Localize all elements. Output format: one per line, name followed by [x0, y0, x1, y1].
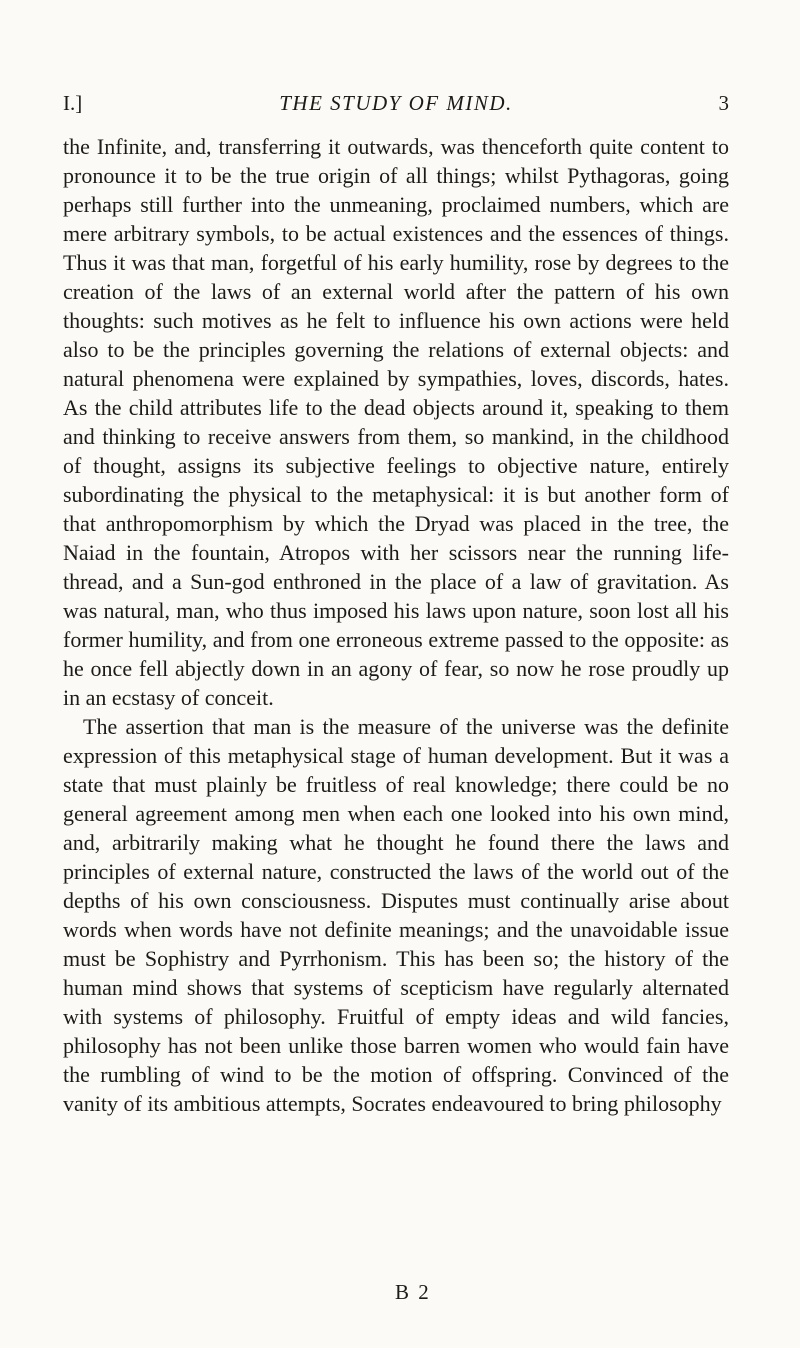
paragraph: The assertion that man is the measure of the universe was the definite expression of this metaphysical stage of human development. But it was a state that must plainly be fruitless of real knowledge; there could be no general agreement among men when each one looked into his own mind, and, arbitrarily making what he thought he found there the laws and principles of external nature, constructed the laws of the world out of the depths of his own consciousness. Disputes must continually arise about words when words have not definite meanings; and the unavoidable issue must be Sophistry and Pyrrhonism. This has been so; the history of the human mind shows that systems of scepticism have regularly alternated with systems of philosophy. Fruitful of empty ideas and wild fancies, philosophy has not been unlike those barren women who would fain have the rumbling of wind to be the motion of offspring. Convinced of the vanity of its ambitious attempts, Socrates endeavoured to bring philosophy — [63, 714, 729, 1116]
body-text — [63, 132, 729, 1118]
page-number: 3 — [718, 91, 729, 115]
running-title: THE STUDY OF MIND. — [279, 91, 513, 115]
running-head — [63, 88, 729, 118]
chapter-marker: I.] — [63, 91, 83, 115]
signature-mark: B 2 — [395, 1280, 431, 1304]
paragraph-continued: the Infinite, and, transferring it outwards, was thenceforth quite content to pronounce it to be the true origin of all things; whilst Pythagoras, going perhaps still further into the unmeaning, proclaimed numbers, which are mere arbitrary symbols, to be actual existences and the essences of things. Thus it was that man, forgetful of his early humility, rose by degrees to the creation of the laws of an external world after the pattern of his own thoughts: such motives as he felt to influence his own actions were held also to be the principles governing the relations of external objects: and natural phenomena were explained by sympathies, loves, discords, hates. As the child attributes life to the dead objects around it, speaking to them and thinking to receive answers from them, so mankind, in the childhood of thought, assigns its subjective feelings to objective nature, entirely subordinating the physical to the metaphysical: it is but another form of that anthropomorphism by which the Dryad was placed in the tree, the Naiad in the fountain, Atropos with her scissors near the running life-thread, and a Sun-god enthroned in the place of a law of gravitation. As was natural, man, who thus imposed his laws upon nature, soon lost all his former humility, and from one erroneous extreme passed to the opposite: as he once fell abjectly down in an agony of fear, so now he rose proudly up in an ecstasy of conceit. — [63, 134, 729, 710]
